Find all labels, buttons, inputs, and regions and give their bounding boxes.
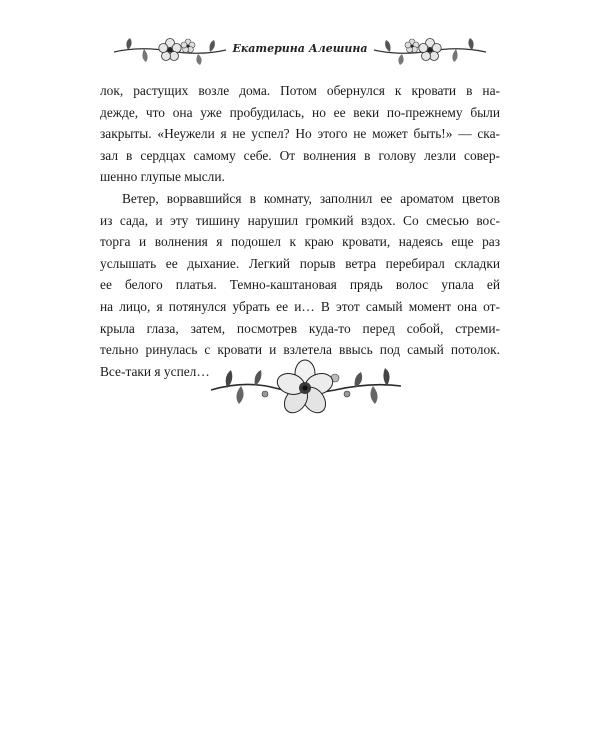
text-line: на лицо, я потянулся убрать ее и… В этот самый момент она от- xyxy=(100,298,500,314)
text-line: лок, растущих возле дома. Потом обернулся к кровати в на- xyxy=(100,83,500,98)
text-line: шенно глупые мысли. xyxy=(100,169,225,185)
text-line: услышать ее дыхание. Легкий порыв ветра перебирал складки xyxy=(100,255,500,271)
text-line: торга и волнения я подошел к краю кровати, надеясь еще раз xyxy=(100,234,500,250)
floral-divider-icon xyxy=(205,350,405,430)
text-line: тельно ринулась с кровати и взлетела ввысь под самый потолок. xyxy=(100,342,500,358)
running-header xyxy=(100,30,500,70)
text-line: закрыты. «Неужели я не успел? Но этого не может быть!» — ска- xyxy=(100,126,500,142)
text-line: ее белого платья. Темно-каштановая прядь волос упала ей xyxy=(100,277,500,293)
paragraph xyxy=(100,80,500,188)
text-line: Все-таки я успел… xyxy=(100,363,210,379)
text-line: дежде, что она уже пробудилась, но ее веки по-прежнему были xyxy=(100,104,500,120)
header-author-name: Екатерина Алешина xyxy=(232,42,368,55)
floral-ornament-right-icon xyxy=(370,32,490,68)
text-line: Ветер, ворвавшийся в комнату, заполнил ее ароматом цветов xyxy=(122,190,500,206)
text-line: зал в сердцах самому себе. От волнения в голову лезли совер- xyxy=(100,147,500,163)
text-line: крыла глаза, затем, посмотрев куда-то перед собой, стреми- xyxy=(100,320,500,336)
text-line: из сада, и эту тишину нарушил громкий вздох. Со смесью вос- xyxy=(100,212,500,228)
body-text xyxy=(100,80,500,382)
